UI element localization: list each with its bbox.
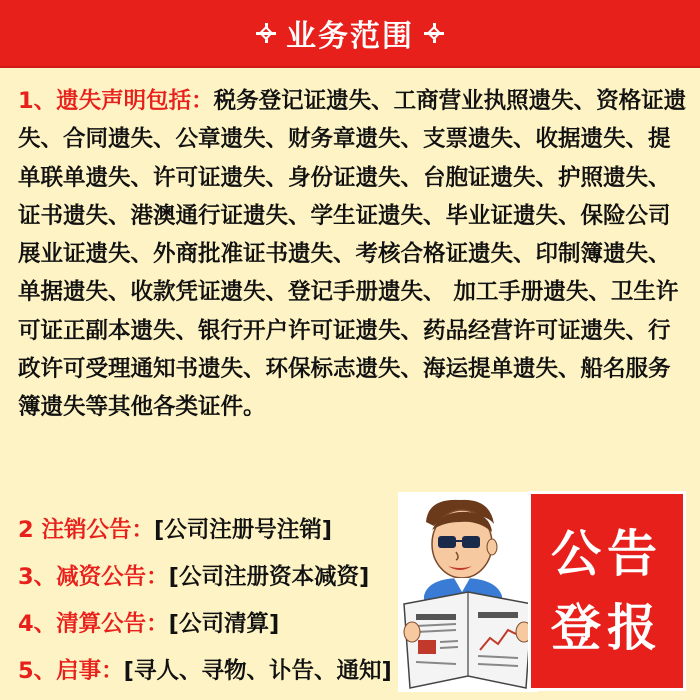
service-item-capital-reduction xyxy=(18,558,398,597)
newspaper-reader-illustration xyxy=(398,492,538,692)
lost-declaration-label: 1、遗失声明包括： xyxy=(18,88,214,114)
service-item-cancellation xyxy=(18,511,398,550)
service-item-label: 2 注销公告： xyxy=(18,517,154,543)
service-item-text: [寻人、寻物、讣告、通知] xyxy=(123,658,392,684)
service-item-label: 3、减资公告： xyxy=(18,564,169,590)
service-item-text: [公司清算] xyxy=(168,611,280,637)
diamond-cross-icon xyxy=(424,23,444,43)
header-title: 业务范围 xyxy=(286,19,414,54)
header-banner xyxy=(0,0,700,68)
notice-line-2: 登报 xyxy=(551,598,663,657)
service-item-notice xyxy=(18,652,398,691)
service-item-text: [公司注册资本减资] xyxy=(168,564,370,590)
service-item-text: [公司注册号注销] xyxy=(154,517,333,543)
notice-line-1: 公告 xyxy=(551,524,663,583)
service-item-liquidation xyxy=(18,605,398,644)
notice-newspaper-badge xyxy=(528,491,686,691)
service-item-label: 5、启事： xyxy=(18,658,124,684)
lost-declaration-section xyxy=(18,82,690,427)
service-item-label: 4、清算公告： xyxy=(18,611,169,637)
lost-declaration-text: 税务登记证遗失、工商营业执照遗失、资格证遗失、合同遗失、公章遗失、财务章遗失、支票遗失、收据遗失、提单联单遗失、许可证遗失、身份证遗失、台胞证遗失、护照遗失、证书遗失、港澳通行证遗失、学生证遗失、毕业证遗失、保险公司展业证遗失、外商批准证书遗失、考核合格证遗失、印制簿遗失、单据遗失、收款凭证遗失、登记手册遗失、 加工手册遗失、卫生许可证正副本遗失、银行开户许可证遗失、药品经营许可证遗失、行政许可受理通知书遗失、环保标志遗失、海运提单遗失、船名服务簿遗失等其他各类证件。 xyxy=(18,88,687,421)
service-list xyxy=(18,511,398,691)
diamond-cross-icon xyxy=(256,23,276,43)
